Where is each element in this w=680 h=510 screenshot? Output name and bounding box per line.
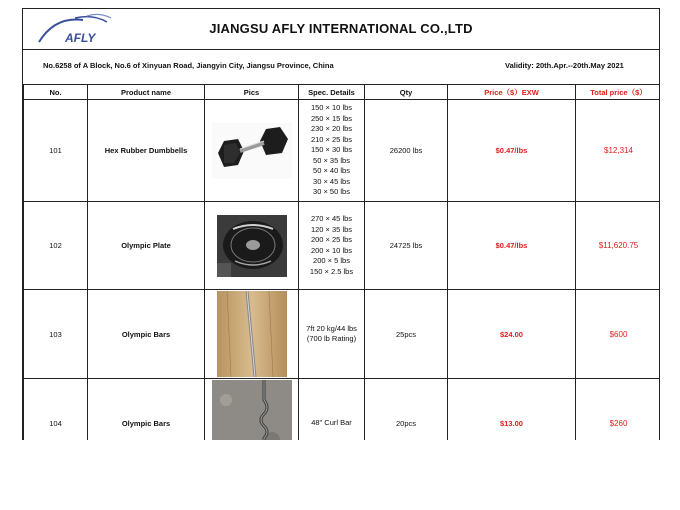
row-pic-cell bbox=[205, 202, 299, 290]
spec-line: (700 lb Rating) bbox=[306, 334, 357, 343]
spec-line: 150 × 30 lbs bbox=[310, 145, 353, 155]
spec-line: 50 × 35 lbs bbox=[313, 155, 350, 165]
row-spec-list bbox=[299, 202, 365, 290]
quotation-sheet bbox=[22, 8, 660, 440]
table-row bbox=[24, 379, 661, 441]
sheet-border bbox=[22, 8, 660, 440]
spec-line: 7ft 20 kg/44 lbs bbox=[306, 323, 357, 333]
quotation-table bbox=[23, 84, 660, 440]
row-qty: 24725 lbs bbox=[365, 202, 448, 290]
col-qty-header: Qty bbox=[365, 85, 448, 100]
row-pic-cell bbox=[205, 100, 299, 202]
row-price: $0.47/lbs bbox=[448, 202, 576, 290]
row-price: $24.00 bbox=[448, 290, 576, 379]
hex-dumbbell-image bbox=[212, 123, 292, 179]
spec-line: 210 × 25 lbs bbox=[310, 134, 353, 144]
spec-line: 48" Curl Bar bbox=[311, 417, 352, 427]
table-row bbox=[24, 202, 661, 290]
svg-text:AFLY: AFLY bbox=[65, 31, 96, 45]
row-total: $11,620.75 bbox=[576, 202, 661, 290]
table-header-row bbox=[24, 85, 661, 100]
row-no: 103 bbox=[24, 290, 88, 379]
row-product-name: Hex Rubber Dumbbells bbox=[88, 100, 205, 202]
row-no: 102 bbox=[24, 202, 88, 290]
row-product-name: Olympic Bars bbox=[88, 290, 205, 379]
spec-line: 150 × 2.5 lbs bbox=[309, 266, 354, 276]
row-no: 104 bbox=[24, 379, 88, 441]
spec-line: 200 × 25 lbs bbox=[310, 235, 353, 244]
row-no: 101 bbox=[24, 100, 88, 202]
col-total-header: Total price（$） bbox=[576, 85, 661, 100]
row-product-name: Olympic Bars bbox=[88, 379, 205, 441]
row-spec-list bbox=[299, 100, 365, 202]
row-total: $600 bbox=[576, 290, 661, 379]
company-address: No.6258 of A Block, No.6 of Xinyuan Road, Jiangyin City, Jiangsu Province, China bbox=[43, 61, 334, 70]
header-bar bbox=[23, 9, 659, 50]
col-product-header: Product name bbox=[88, 85, 205, 100]
col-spec-header: Spec. Details bbox=[299, 85, 365, 100]
row-pic-cell bbox=[205, 290, 299, 379]
spec-line: 30 × 45 lbs bbox=[313, 176, 350, 186]
col-price-header: Price（$）EXW bbox=[448, 85, 576, 100]
row-total: $12,314 bbox=[576, 100, 661, 202]
row-qty: 25pcs bbox=[365, 290, 448, 379]
spec-line: 120 × 35 lbs bbox=[310, 224, 353, 234]
row-qty: 20pcs bbox=[365, 379, 448, 441]
table-row bbox=[24, 100, 661, 202]
row-total: $260 bbox=[576, 379, 661, 441]
spec-line: 200 × 10 lbs bbox=[310, 245, 353, 255]
olympic-bar-image bbox=[217, 291, 287, 377]
spec-line: 250 × 15 lbs bbox=[310, 113, 353, 123]
col-pics-header: Pics bbox=[205, 85, 299, 100]
curl-bar-image bbox=[212, 380, 292, 440]
company-name: JIANGSU AFLY INTERNATIONAL CO.,LTD bbox=[209, 21, 473, 36]
row-pic-cell bbox=[205, 379, 299, 441]
row-product-name: Olympic Plate bbox=[88, 202, 205, 290]
validity-period: Validity: 20th.Apr.--20th.May 2021 bbox=[505, 61, 624, 70]
spec-line: 230 × 20 lbs bbox=[310, 124, 353, 134]
olympic-plate-image bbox=[217, 215, 287, 277]
row-price: $13.00 bbox=[448, 379, 576, 441]
spec-line: 50 × 40 lbs bbox=[313, 166, 350, 176]
row-price: $0.47/lbs bbox=[448, 100, 576, 202]
spec-line: 270 × 45 lbs bbox=[310, 214, 353, 223]
row-qty: 26200 lbs bbox=[365, 100, 448, 202]
row-spec-list bbox=[299, 290, 365, 379]
spec-line: 150 × 10 lbs bbox=[310, 103, 353, 113]
row-spec-list bbox=[299, 379, 365, 441]
col-no-header: No. bbox=[24, 85, 88, 100]
table-row bbox=[24, 290, 661, 379]
spec-line: 200 × 5 lbs bbox=[313, 256, 350, 265]
spec-line: 30 × 50 lbs bbox=[313, 187, 350, 197]
